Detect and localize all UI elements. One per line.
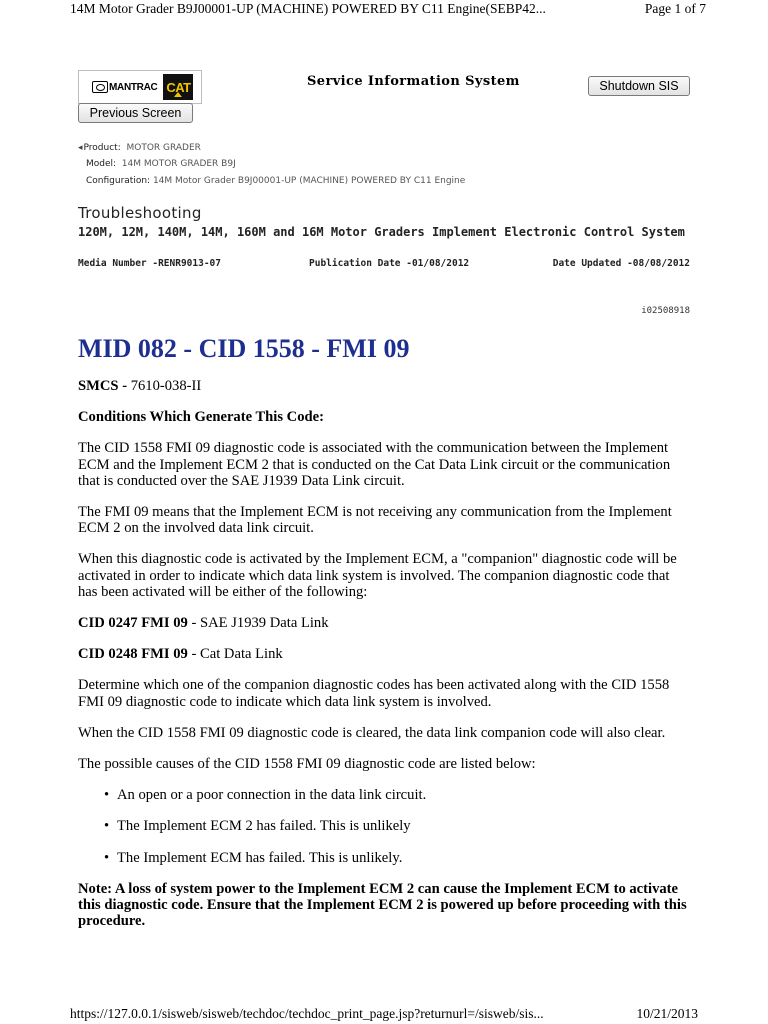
previous-screen-button[interactable]: Previous Screen xyxy=(78,103,193,123)
model-label: Model: xyxy=(86,159,117,169)
document-type: Troubleshooting xyxy=(78,204,202,222)
print-footer xyxy=(70,1006,698,1022)
product-label: Product: xyxy=(83,143,121,153)
configuration-line xyxy=(86,176,465,186)
date-updated: Date Updated -08/08/2012 xyxy=(552,258,690,269)
model-line xyxy=(86,159,236,169)
document-body xyxy=(78,378,690,944)
mantrac-logo-text: MANTRAC xyxy=(109,81,158,93)
document-id: i02508918 xyxy=(641,306,690,316)
paragraph-5: When the CID 1558 FMI 09 diagnostic code is cleared, the data link companion code will also clear. xyxy=(78,724,666,741)
cat-logo xyxy=(163,74,193,100)
paragraph-6: The possible causes of the CID 1558 FMI 09 diagnostic code are listed below: xyxy=(78,756,536,773)
code-1-label: CID 0247 FMI 09 xyxy=(78,615,188,632)
smcs-value: 7610-038-II xyxy=(127,378,202,394)
page-title: MID 082 - CID 1558 - FMI 09 xyxy=(78,334,410,363)
print-header-page: Page 1 of 7 xyxy=(644,1,706,16)
print-footer-date: 10/21/2013 xyxy=(636,1006,698,1021)
print-header xyxy=(70,1,706,17)
smcs-label: SMCS - xyxy=(78,378,128,394)
smcs-line xyxy=(78,378,690,394)
back-arrow-icon[interactable]: ◂ xyxy=(78,143,83,153)
note-paragraph: Note: A loss of system power to the Implement ECM 2 can cause the Implement ECM to activate this diagnostic code. Ensure that the Implement ECM 2 is powered up before proceeding with this procedure. xyxy=(78,880,687,930)
product-value: MOTOR GRADER xyxy=(126,143,201,153)
model-value: 14M MOTOR GRADER B9J xyxy=(121,159,236,169)
document-title: 120M, 12M, 140M, 14M, 160M and 16M Motor Graders Implement Electronic Control System xyxy=(78,225,685,239)
paragraph-4: Determine which one of the companion diagnostic codes has been activated along with the CID 1558 FMI 09 diagnostic code to indicate which data link system is involved. xyxy=(78,677,670,710)
cat-logo-text: CAT xyxy=(166,79,191,95)
code-2-label: CID 0248 FMI 09 xyxy=(78,646,188,663)
mantrac-mark-icon xyxy=(92,81,108,93)
print-header-title: 14M Motor Grader B9J00001-UP (MACHINE) POWERED BY C11 Engine(SEBP42... xyxy=(70,1,546,16)
causes-list xyxy=(78,787,690,866)
paragraph-2: The FMI 09 means that the Implement ECM is not receiving any communication from the Implement ECM 2 on the involved data link circuit. xyxy=(78,504,672,537)
list-item: • An open or a poor connection in the data link circuit. xyxy=(104,787,690,803)
configuration-label: Configuration: xyxy=(86,176,151,186)
product-line xyxy=(78,143,201,153)
list-item: • The Implement ECM has failed. This is unlikely. xyxy=(104,850,690,866)
media-number: Media Number -RENR9013-07 xyxy=(78,258,221,269)
print-footer-url: https://127.0.0.1/sisweb/sisweb/techdoc/techdoc_print_page.jsp?returnurl=/sisweb/sis... xyxy=(70,1006,544,1021)
conditions-heading: Conditions Which Generate This Code: xyxy=(78,409,324,426)
paragraph-1: The CID 1558 FMI 09 diagnostic code is associated with the communication between the Implement ECM and the Implement ECM 2 that is conducted on the Cat Data Link circuit or the communication that is conducted over the SAE J1939 Data Link circuit. xyxy=(78,440,671,489)
configuration-value: 14M Motor Grader B9J00001-UP (MACHINE) POWERED BY C11 Engine xyxy=(152,176,466,186)
companion-code-2 xyxy=(78,646,690,662)
publication-date: Publication Date -01/08/2012 xyxy=(309,258,470,269)
brand-logos xyxy=(78,70,202,104)
code-1-value: - SAE J1939 Data Link xyxy=(187,615,329,632)
mantrac-logo xyxy=(92,78,157,96)
companion-code-1 xyxy=(78,615,690,631)
code-2-value: - Cat Data Link xyxy=(187,646,283,663)
system-title: Service Information System xyxy=(307,74,520,89)
list-item: • The Implement ECM 2 has failed. This is unlikely xyxy=(104,818,690,834)
shutdown-sis-button[interactable]: Shutdown SIS xyxy=(588,76,690,96)
paragraph-3: When this diagnostic code is activated by the Implement ECM, a "companion" diagnostic code will be activated in order to indicate which data link system is involved. The companion diagnostic code that has been activated will be either of the following: xyxy=(78,551,677,600)
